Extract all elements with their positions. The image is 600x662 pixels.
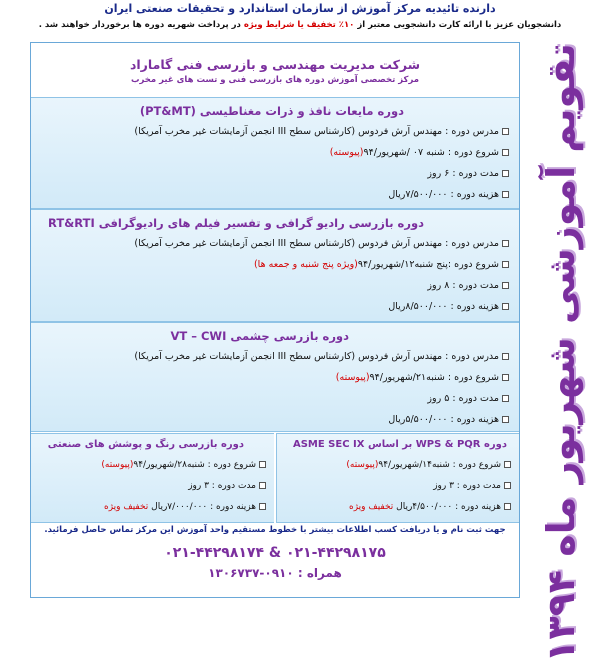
- course-title: دوره مایعات نافذ و ذرات مغناطیسی (PT&MT): [139, 104, 404, 118]
- bullet-icon: [502, 282, 509, 289]
- contact-info: جهت ثبت نام و یا دریافت کسب اطلاعات بیشتر با خطوط مستقیم واحد آموزش این مرکز تماس حاصل فرمائید.: [44, 525, 506, 535]
- start-note: (ویژه پنج شنبه و جمعه ها): [253, 259, 358, 270]
- bullet-icon: [259, 461, 266, 468]
- course-fee: [104, 502, 266, 512]
- course-duration: [433, 481, 511, 491]
- course-start: [336, 372, 509, 383]
- bullet-icon: [502, 353, 509, 360]
- bullet-icon: [259, 482, 266, 489]
- start-text: شروع دوره : شنبه ۰۷ /شهریور/۹۴: [363, 147, 499, 158]
- course-start: [346, 460, 511, 470]
- start-note: (پیوسته): [346, 460, 379, 470]
- teacher-text: مدرس دوره : مهندس آرش فردوس (کارشناس سطح III انجمن آزمایشات غیر مخرب آمریکا): [134, 126, 499, 137]
- bullet-icon: [502, 128, 509, 135]
- calendar-title: تقویم آموزشی شهریور ماه ۱۳۹۴: [539, 42, 583, 662]
- start-text: شروع دوره : شنبه۲۱/شهریور/۹۴: [369, 372, 499, 383]
- course-duration: [427, 393, 509, 404]
- bullet-icon: [504, 461, 511, 468]
- fee-text: هزینه دوره : ۸/۵۰۰/۰۰۰ریال: [388, 301, 499, 312]
- duration-text: مدت دوره : ۳ روز: [433, 481, 501, 491]
- course-teacher: [134, 351, 509, 362]
- course-title: دوره بازرسی رنگ و پوشش های صنعتی: [47, 439, 244, 450]
- start-note: (پیوسته): [329, 147, 364, 158]
- course-duration: [427, 280, 509, 291]
- duration-text: مدت دوره : ۸ روز: [427, 280, 499, 291]
- duration-text: مدت دوره : ۶ روز: [427, 168, 499, 179]
- course-teacher: [134, 126, 509, 137]
- bullet-icon: [502, 395, 509, 402]
- course-title: دوره بازرسی چشمی VT – CWI: [170, 329, 349, 343]
- bullet-icon: [502, 149, 509, 156]
- start-text: شروع دوره : شنبه۱۴/شهریور/۹۴: [378, 460, 501, 470]
- company-name: شرکت مدیریت مهندسی و بازرسی فنی گاماراد: [129, 57, 420, 72]
- fee-note: تخفیف ویژه: [103, 502, 149, 512]
- course-rt-rti: [31, 209, 519, 322]
- course-fee: [388, 301, 509, 312]
- bullet-icon: [502, 240, 509, 247]
- discount-text-start: دانشجویان عزیز با ارائه کارت دانشجویی معتبر از: [357, 20, 562, 30]
- course-title: دوره بازرسی رادیو گرافی و تفسیر فیلم های رادیوگرافی RT&RTI: [48, 216, 424, 230]
- duration-text: مدت دوره : ۵ روز: [427, 393, 499, 404]
- teacher-text: مدرس دوره : مهندس آرش فردوس (کارشناس سطح III انجمن آزمایشات غیر مخرب آمریکا): [134, 238, 499, 249]
- discount-text-end: در پرداخت شهریه دوره ها برخوردار خواهند شد .: [38, 20, 241, 30]
- course-duration: [427, 168, 509, 179]
- bullet-icon: [502, 416, 509, 423]
- contact-block: [31, 525, 519, 580]
- course-fee: [388, 189, 509, 200]
- fee-text: هزینه دوره : ۵/۵۰۰/۰۰۰ریال: [388, 414, 499, 425]
- course-fee: [388, 414, 509, 425]
- start-note: (پیوسته): [335, 372, 370, 383]
- bullet-icon: [502, 191, 509, 198]
- fee-text: هزینه دوره : ۷/۵۰۰/۰۰۰ریال: [388, 189, 499, 200]
- student-discount-line: [0, 20, 600, 30]
- course-teacher: [134, 238, 509, 249]
- discount-highlight: ۱۰٪ تخفیف یا شرایط ویژه: [243, 20, 355, 30]
- course-pt-mt: [31, 97, 519, 209]
- bullet-icon: [504, 503, 511, 510]
- fee-note: تخفیف ویژه: [348, 502, 394, 512]
- company-block: [31, 43, 519, 95]
- course-start: [330, 147, 509, 158]
- duration-text: مدت دوره : ۳ روز: [188, 481, 256, 491]
- side-banner: [526, 42, 596, 662]
- course-start: [101, 460, 266, 470]
- start-text: شروع دوره : شنبه۲۸/شهریور/۹۴: [133, 460, 256, 470]
- start-note: (پیوسته): [101, 460, 134, 470]
- bullet-icon: [502, 303, 509, 310]
- company-subtitle: مرکز تخصصی آموزش دوره های بازرسی فنی و تست های غیر مخرب: [130, 75, 420, 85]
- bullet-icon: [504, 482, 511, 489]
- course-duration: [188, 481, 266, 491]
- fee-text: هزینه دوره : ۷/۰۰۰/۰۰۰ریال: [151, 502, 256, 512]
- bullet-icon: [502, 261, 509, 268]
- course-wps-pqr: [276, 433, 519, 523]
- bullet-icon: [259, 503, 266, 510]
- course-vt-cwi: [31, 322, 519, 432]
- start-text: شروع دوره :پنج شنبه۱۲/شهریور/۹۴: [357, 259, 499, 270]
- teacher-text: مدرس دوره : مهندس آرش فردوس (کارشناس سطح III انجمن آزمایشات غیر مخرب آمریکا): [134, 351, 499, 362]
- bullet-icon: [502, 170, 509, 177]
- certification-line: دارنده تائیدیه مرکز آموزش از سازمان استاندارد و تحقیقات صنعتی ایران: [104, 2, 496, 15]
- course-paint-coating: [31, 433, 274, 523]
- course-start: [254, 259, 509, 270]
- bullet-icon: [502, 374, 509, 381]
- fee-text: هزینه دوره : ۴/۵۰۰/۰۰۰ریال: [396, 502, 501, 512]
- course-fee: [349, 502, 511, 512]
- course-title: دوره WPS & PQR بر اساس ASME SEC IX: [292, 439, 507, 450]
- mobile-number: همراه : ۰۹۱۰-۱۳۰۶۷۳۷: [208, 566, 342, 580]
- phone-numbers: ۰۲۱-۴۴۲۹۸۱۷۴ & ۰۲۱-۴۴۲۹۸۱۷۵: [164, 545, 386, 561]
